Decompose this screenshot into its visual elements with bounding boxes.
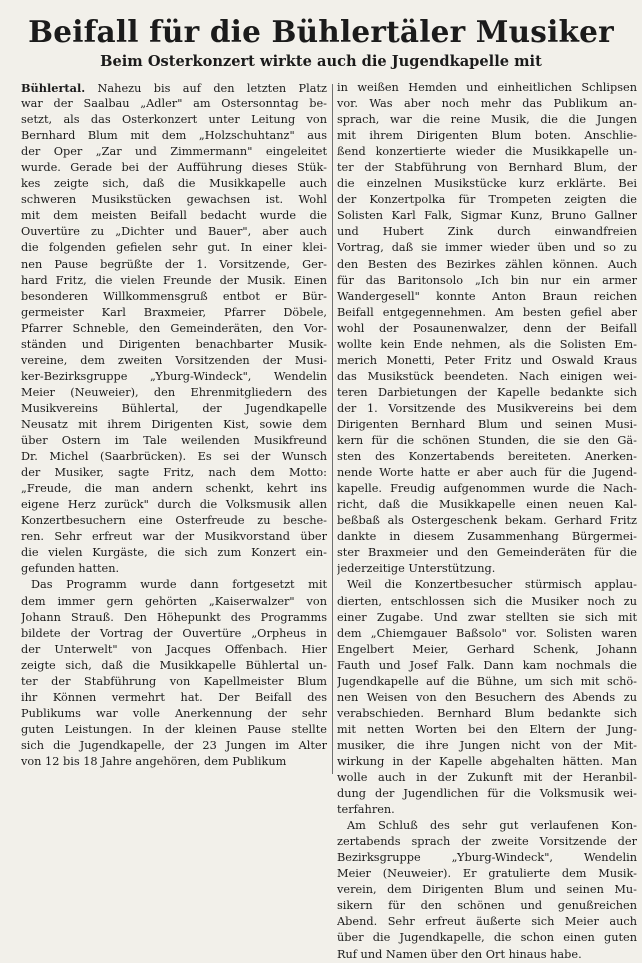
text-line: kes zeigte sich, daß die Musikkapelle auch <box>21 177 327 191</box>
text-line: kern für die schönen Stunden, die sie den Gä- <box>337 434 637 448</box>
text-line: Pfarrer Schneble, den Gemeinderäten, den Vor- <box>21 321 327 335</box>
text-line: Bernhard Blum mit dem „Holzschuhtanz" aus <box>21 129 327 143</box>
text-line: Dr. Michel (Saarbrücken). Es sei der Wunsch <box>21 450 327 464</box>
text-line: Beifall entgegennehmen. Am besten gefiel aber <box>337 305 637 319</box>
text-line: der 1. Vorsitzende des Musikvereins bei dem <box>337 401 637 415</box>
text-line: Vortrag, daß sie immer wieder üben und so zu <box>337 241 637 255</box>
text-line: ßend konzertierte wieder die Musikkapelle un- <box>337 145 637 159</box>
text-line: Musikvereins Bühlertal, der Jugendkapelle <box>21 401 327 415</box>
text-line: Ruf und Namen über den Ort hinaus habe. <box>337 947 582 961</box>
text-line: Jugendkapelle auf die Bühne, um sich mit schö- <box>337 674 637 688</box>
text-line: einer Zugabe. Und zwar stellten sie sich mit <box>337 610 637 624</box>
text-line: und Hubert Zink durch einwandfreien <box>337 225 637 239</box>
text-line: Weil die Konzertbesucher stürmisch applau- <box>347 578 637 592</box>
text-line: ter der Stabführung von Bernhard Blum, der <box>337 161 637 175</box>
text-line: beßbaß als Ostergeschenk bekam. Gerhard Fritz <box>337 514 637 528</box>
text-line: hard Fritz, die vielen Freunde der Musik. Einen <box>21 273 327 287</box>
text-line: der Konzertpolka für Trompeten zeigten die <box>337 193 637 207</box>
text-line: die einzelnen Musikstücke kurz erklärte. Bei <box>337 177 637 191</box>
text-line: verabschieden. Bernhard Blum bedankte sich <box>337 706 637 720</box>
text-line: sich die Jugendkapelle, der 23 Jungen im Alter <box>21 738 327 752</box>
article-column-right <box>337 80 637 963</box>
text-line: jederzeitige Unterstützung. <box>337 562 496 576</box>
text-line-rest: Nahezu bis auf den letzten Platz <box>85 82 327 95</box>
text-line: guten Leistungen. In der kleinen Pause stellte <box>21 722 327 736</box>
text-line: Abend. Sehr erfreut äußerte sich Meier auch <box>337 915 637 929</box>
text-line: Fauth und Josef Falk. Dann kam nochmals die <box>337 658 637 672</box>
text-line: ständen und Dirigenten benachbarter Musik- <box>21 337 327 351</box>
text-line: Dirigenten Bernhard Blum und seinen Musi- <box>337 417 637 431</box>
text-line: Publikums war volle Anerkennung der sehr <box>21 706 327 720</box>
text-line: von 12 bis 18 Jahre angehören, dem Publikum <box>21 754 287 768</box>
text-line: „Freude, die man andern schenkt, kehrt ins <box>21 482 327 496</box>
text-line: der Unterwelt" von Jacques Offenbach. Hier <box>21 642 327 656</box>
text-line: mit dem meisten Beifall bedacht wurde die <box>21 209 327 223</box>
dateline: Bühlertal. <box>21 81 86 95</box>
text-line: Engelbert Meier, Gerhard Schenk, Johann <box>337 642 637 656</box>
text-line: den Besten des Bezirkes zählen können. Auch <box>337 257 637 271</box>
text-line: der Musiker, sagte Fritz, nach dem Motto: <box>21 466 327 480</box>
text-line: dem „Chiemgauer Baßsolo" vor. Solisten waren <box>337 626 637 640</box>
text-line: mit ihrem Dirigenten Blum boten. Anschlie- <box>337 129 637 143</box>
text-line: terfahren. <box>337 803 395 817</box>
text-line: nen Pause begrüßte der 1. Vorsitzende, Ger- <box>21 257 327 271</box>
text-line: Bezirksgruppe „Yburg-Windeck", Wendelin <box>337 851 637 865</box>
text-line: vereine, dem zweiten Vorsitzenden der Musi- <box>21 353 327 367</box>
text-line: schweren Musikstücken gewachsen ist. Wohl <box>21 193 327 207</box>
article-column-left <box>21 80 327 770</box>
text-line: wolle auch in der Zukunft mit der Heranbil- <box>337 771 637 785</box>
text-line: vor. Was aber noch mehr das Publikum an- <box>337 97 637 111</box>
text-line: Solisten Karl Falk, Sigmar Kunz, Bruno Gallner <box>337 209 637 223</box>
text-line: in weißen Hemden und einheitlichen Schlipsen <box>337 81 637 94</box>
text-line: ihr Können vermehrt hat. Der Beifall des <box>21 690 327 704</box>
text-line: ster Braxmeier und den Gemeinderäten für die <box>337 546 637 560</box>
text-line: Am Schluß des sehr gut verlaufenen Kon- <box>347 819 637 833</box>
text-line: zeigte sich, daß die Musikkapelle Bühlertal un- <box>21 658 327 672</box>
text-line: teren Darbietungen der Kapelle bedankte sich <box>337 385 637 399</box>
text-line: wurde. Gerade bei der Aufführung dieses Stük- <box>21 161 327 175</box>
text-line: dem immer gern gehörten „Kaiserwalzer" von <box>21 594 327 608</box>
text-line: wohl der Posaunenwalzer, denn der Beifall <box>337 321 637 335</box>
text-line: zertabends sprach der zweite Vorsitzende der <box>337 835 637 849</box>
text-line: verein, dem Dirigenten Blum und seinen Mu- <box>337 883 637 897</box>
article-subheadline: Beim Osterkonzert wirkte auch die Jugendkapelle mit <box>100 53 542 70</box>
text-line: Ouvertüre zu „Dichter und Bauer", aber auch <box>21 225 327 239</box>
text-line: dung der Jugendlichen für die Volksmusik wei- <box>337 787 637 801</box>
text-line: sprach, war die reine Musik, die die Jungen <box>337 113 637 127</box>
text-line: germeister Karl Braxmeier, Pfarrer Döbele, <box>21 305 327 319</box>
text-line: sten des Konzertabends bereiteten. Anerken- <box>337 450 637 464</box>
text-line: sikern für den schönen und genußreichen <box>337 899 637 913</box>
text-line: musiker, die ihre Jungen nicht von der Mit- <box>337 738 637 752</box>
text-line: Das Programm wurde dann fortgesetzt mit <box>31 578 327 592</box>
text-line: Wandergesell" konnte Anton Braun reichen <box>337 289 637 303</box>
text-line: ren. Sehr erfreut war der Musikvorstand über <box>21 530 327 544</box>
column-divider <box>332 84 333 774</box>
text-line: ter der Stabführung von Kapellmeister Blum <box>21 674 327 688</box>
text-line: merich Monetti, Peter Fritz und Oswald Kraus <box>337 353 637 367</box>
text-line: über die Jugendkapelle, die schon einen guten <box>337 931 637 945</box>
text-line: über Ostern im Tale weilenden Musikfreund <box>21 434 327 448</box>
text-line: kapelle. Freudig aufgenommen wurde die Nach- <box>337 482 637 496</box>
text-line: nende Worte hatte er aber auch für die Jugend- <box>337 466 637 480</box>
text-line: dierten, entschlossen sich die Musiker noch zu <box>337 594 637 608</box>
text-line: Konzertbesuchern eine Osterfreude zu besche- <box>21 514 327 528</box>
text-line: Meier (Neuweier). Er gratulierte dem Musik- <box>337 867 637 881</box>
text-line: dankte in diesem Zusammenhang Bürgermei- <box>337 530 637 544</box>
text-line: wirkung in der Kapelle abgehalten hätten. Man <box>337 754 637 768</box>
text-line: die vielen Kurgäste, die sich zum Konzert ein- <box>21 546 327 560</box>
text-line: Johann Strauß. Den Höhepunkt des Programms <box>21 610 327 624</box>
text-line: wollte kein Ende nehmen, als die Solisten Em- <box>337 337 637 351</box>
text-line: eigene Herz zurück" durch die Volksmusik allen <box>21 498 327 512</box>
text-line: mit netten Worten bei den Eltern der Jung- <box>337 722 637 736</box>
text-line: nen Weisen von den Besuchern des Abends zu <box>337 690 637 704</box>
text-line: das Musikstück beendeten. Nach einigen wei- <box>337 369 637 383</box>
text-line: für das Baritonsolo „Ich bin nur ein armer <box>337 273 637 287</box>
text-line: Neusatz mit ihrem Dirigenten Kist, sowie dem <box>21 417 327 431</box>
text-line: richt, daß die Musikkapelle einen neuen Kal- <box>337 498 637 512</box>
text-line <box>21 80 327 96</box>
text-line: war der Saalbau „Adler" am Ostersonntag be- <box>21 97 327 111</box>
article-headline: Beifall für die Bühlertäler Musiker <box>28 14 614 49</box>
text-line: gefunden hatten. <box>21 562 120 576</box>
text-line: ker-Bezirksgruppe „Yburg-Windeck", Wendelin <box>21 369 327 383</box>
text-line: besonderen Willkommensgruß entbot er Bür- <box>21 289 327 303</box>
text-line: die folgenden gefielen sehr gut. In einer klei- <box>21 241 327 255</box>
text-line: der Oper „Zar und Zimmermann" eingeleitet <box>21 145 327 159</box>
text-line: setzt, als das Osterkonzert unter Leitung von <box>21 113 327 127</box>
text-line: bildete der Vortrag der Ouvertüre „Orpheus in <box>21 626 327 640</box>
text-line: Meier (Neuweier), den Ehrenmitgliedern des <box>21 385 327 399</box>
